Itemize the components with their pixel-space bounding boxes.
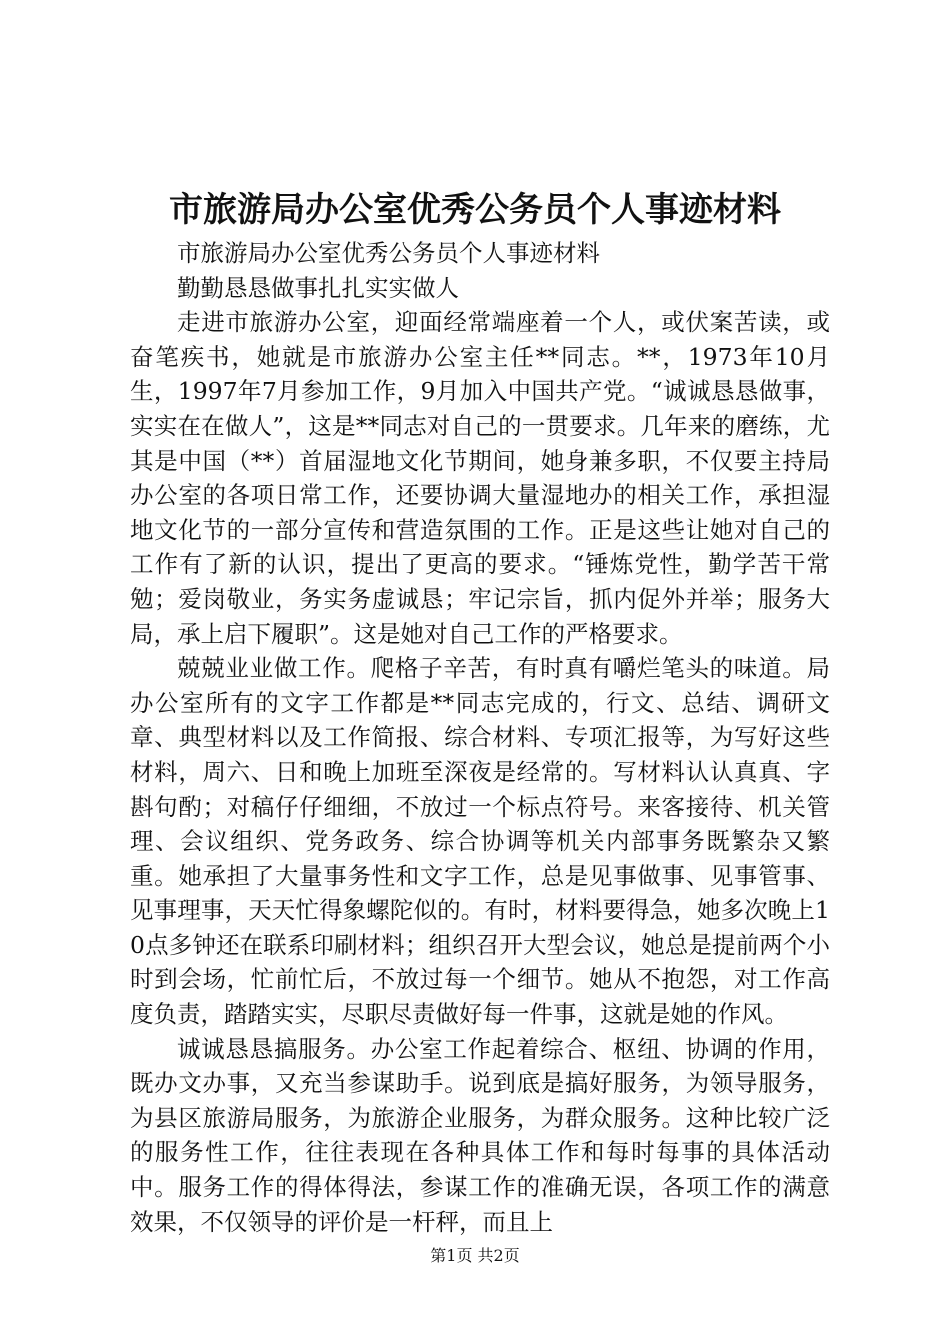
body-paragraph: 诚诚恳恳搞服务。办公室工作起着综合、枢纽、协调的作用，既办文办事，又充当参谋助手。说到底是搞好服务，为领导服务，为县区旅游局服务，为旅游企业服务，为群众服务。这种比较广泛的服务性工作，往往表现在各种具体工作和每时每事的具体活动中。服务工作的得体得法，参谋工作的准确无误，各项工作的满意效果，不仅领导的评价是一杆秤，而且上 bbox=[130, 1034, 830, 1236]
page-number-footer: 第1页 共2页 bbox=[430, 1246, 520, 1265]
subtitle-line: 市旅游局办公室优秀公务员个人事迹材料 bbox=[177, 239, 600, 267]
body-paragraph: 走进市旅游办公室，迎面经常端座着一个人，或伏案苦读，或奋笔疾书，她就是市旅游办公室主任**同志。**，1973年10月生，1997年7月参加工作，9月加入中国共产党。“诚诚恳恳做事，实实在在做人”，这是**同志对自己的一贯要求。几年来的磨练，尤其是中国（**）首届湿地文化节期间，她身兼多职，不仅要主持局办公室的各项日常工作，还要协调大量湿地办的相关工作，承担湿地文化节的一部分宣传和营造氛围的工作。正是这些让她对自己的工作有了新的认识，提出了更高的要求。“锤炼党性，勤学苦干常勉；爱岗敬业，务实务虚诚恳；牢记宗旨，抓内促外并举；服务大局，承上启下履职”。这是她对自己工作的严格要求。 bbox=[130, 308, 830, 648]
document-title: 市旅游局办公室优秀公务员个人事迹材料 bbox=[169, 190, 781, 230]
section-heading: 勤勤恳恳做事扎扎实实做人 bbox=[177, 273, 459, 302]
body-paragraph: 兢兢业业做工作。爬格子辛苦，有时真有嚼烂笔头的味道。局办公室所有的文字工作都是**同志完成的，行文、总结、调研文章、典型材料以及工作简报、综合材料、专项汇报等，为写好这些材料，周六、日和晚上加班至深夜是经常的。写材料认认真真、字斟句酌；对稿仔仔细细，不放过一个标点符号。来客接待、机关管理、会议组织、党务政务、综合协调等机关内部事务既繁杂又繁重。她承担了大量事务性和文字工作，总是见事做事、见事管事、见事理事，天天忙得象螺陀似的。有时，材料要得急，她多次晚上10点多钟还在联系印刷材料；组织召开大型会议，她总是提前两个小时到会场，忙前忙后，不放过每一个细节。她从不抱怨，对工作高度负责，踏踏实实，尽职尽责做好每一件事，这就是她的作风。 bbox=[130, 654, 830, 1029]
document-body bbox=[130, 236, 830, 1239]
